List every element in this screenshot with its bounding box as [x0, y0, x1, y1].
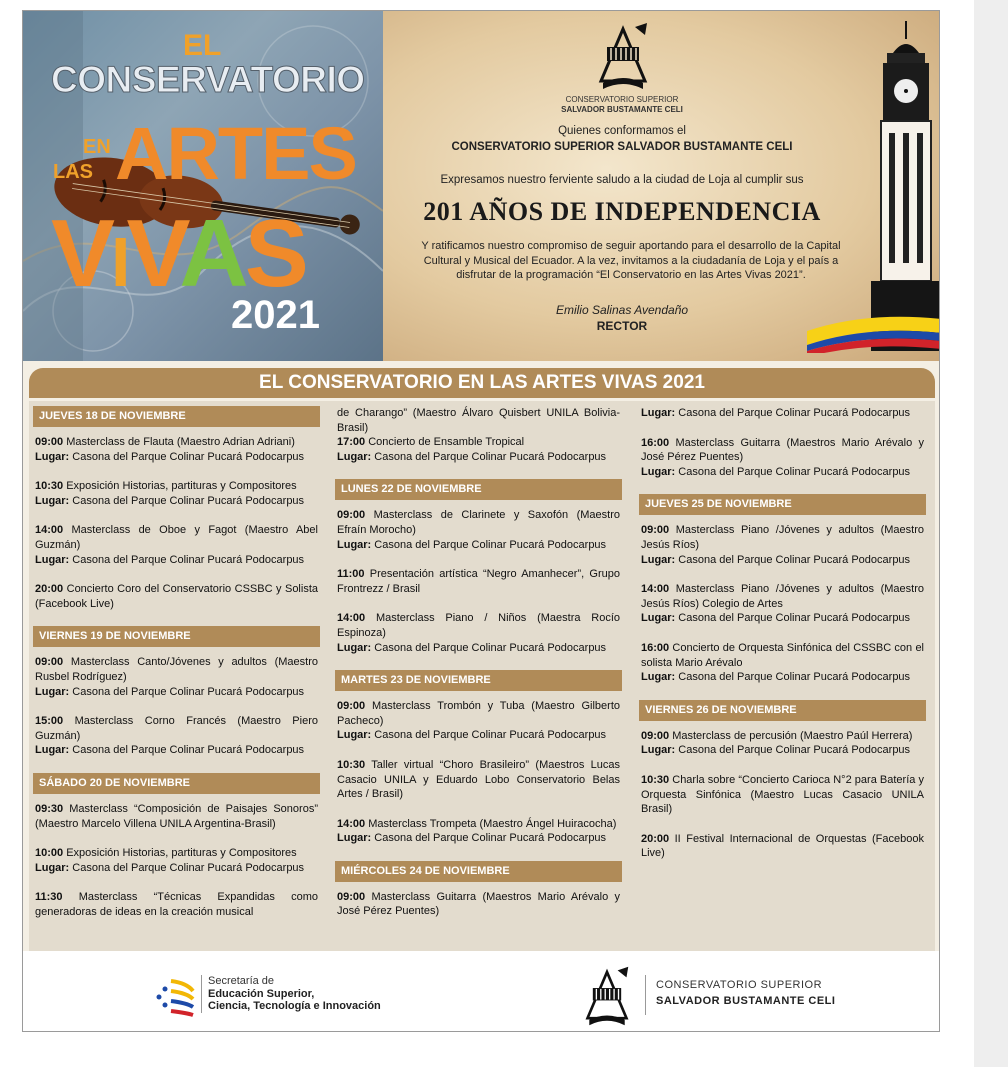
schedule-event [337, 817, 620, 846]
event-time: 14:00 [35, 524, 64, 537]
schedule-column-1 [35, 406, 318, 934]
day-header: LUNES 22 DE NOVIEMBRE [335, 479, 622, 500]
schedule-event [337, 611, 620, 655]
senescyt-line2: Educación Superior, [208, 987, 315, 1000]
event-place: Casona del Parque Colinar Pucará Podocarpus [374, 538, 607, 551]
schedule-event [641, 406, 924, 421]
schedule-event [337, 406, 620, 435]
schedule-event [641, 436, 924, 480]
schedule-event [641, 729, 924, 758]
event-place-label: Lugar: [641, 553, 676, 566]
event-time: 09:00 [337, 700, 366, 713]
event-place: Casona del Parque Colinar Pucará Podocarpus [72, 553, 305, 566]
message-body: Y ratificamos nuestro compromiso de seguir aportando para el desarrollo de la Capital Cultural y Musical del Ecuador. A la vez, invitamos a la ciudadanía de Loja y el país a disfrutar de la programación “El Conservatorio en las Artes Vivas 2021”. [421, 240, 841, 281]
event-place-label: Lugar: [641, 612, 676, 625]
event-place: Casona del Parque Colinar Pucará Podocarpus [678, 407, 911, 419]
schedule-event [337, 435, 620, 464]
event-title: Concierto de Orquesta Sinfónica del CSSBC con el solista Mario Arévalo [641, 641, 925, 669]
event-time: 20:00 [35, 583, 64, 596]
event-place-label: Lugar: [641, 671, 676, 684]
event-time: 11:00 [337, 568, 365, 581]
signature-name: Emilio Salinas Avendaño [555, 303, 689, 317]
schedule-event [35, 582, 318, 611]
event-place-label: Lugar: [35, 744, 70, 757]
event-time: 14:00 [641, 583, 670, 596]
day-header: VIERNES 19 DE NOVIEMBRE [33, 626, 320, 647]
schedule-event [641, 582, 924, 626]
event-title: Masterclass Corno Francés (Maestro Piero Guzmán) [35, 715, 318, 742]
event-place-label: Lugar: [641, 407, 676, 419]
title-conservatorio: CONSERVATORIO [51, 59, 365, 100]
event-place: Casona del Parque Colinar Pucará Podocarpus [374, 832, 607, 845]
title-en: EN [83, 136, 111, 158]
event-title: Presentación artística “Negro Amanhecer”, Grupo Frontrezz / Brasil [337, 568, 620, 595]
event-time: 10:30 [641, 773, 670, 786]
vivas-letter: I [111, 223, 127, 301]
schedule-event [337, 567, 620, 596]
right-margin-strip [974, 0, 1008, 1067]
event-place-label: Lugar: [35, 685, 70, 698]
title-artes: ARTES [115, 112, 356, 195]
event-title: de Charango” (Maestro Álvaro Quisbert UNILA Bolivia- Brasil) [337, 407, 620, 434]
event-time: 09:30 [35, 802, 64, 815]
event-title: Masterclass Piano /Jóvenes y adultos (Maestro Jesús Ríos) Colegio de Artes [641, 583, 924, 610]
title-el: EL [183, 29, 222, 62]
event-time: 14:00 [337, 817, 366, 830]
schedule-event [35, 846, 318, 875]
schedule-event [337, 508, 620, 552]
event-time: 11:30 [35, 891, 63, 904]
schedule-event [35, 479, 318, 508]
schedule-column-2 [337, 406, 620, 934]
day-header: VIERNES 26 DE NOVIEMBRE [639, 700, 926, 721]
schedule-event [337, 699, 620, 743]
vivas-letter: V [51, 200, 112, 307]
senescyt-logo-icon [153, 973, 197, 1021]
schedule-event [641, 641, 924, 685]
day-header: MARTES 23 DE NOVIEMBRE [335, 670, 622, 691]
senescyt-text [201, 975, 381, 1013]
event-title: Masterclass Piano /Jóvenes y adultos (Maestro Jesús Ríos) [641, 524, 924, 551]
title-las: LAS [53, 161, 93, 183]
event-place-label: Lugar: [337, 450, 372, 463]
title-year: 2021 [231, 293, 320, 337]
schedule-event [35, 714, 318, 758]
event-title: Taller virtual “Choro Brasileiro” (Maestros Lucas Casacio UNILA y Eduardo Lobo Conservatorio Belas Artes / Brasil) [337, 758, 621, 801]
event-time: 09:00 [641, 729, 670, 742]
event-time: 15:00 [35, 715, 64, 728]
event-place: Casona del Parque Colinar Pucará Podocarpus [72, 494, 305, 507]
schedule-body [29, 401, 935, 951]
event-title: Masterclass Canto/Jóvenes y adultos (Maestro Rusbel Rodríguez) [35, 656, 318, 683]
event-place: Casona del Parque Colinar Pucará Podocarpus [678, 671, 911, 684]
event-place-label: Lugar: [641, 744, 676, 757]
event-time: 09:00 [337, 890, 366, 903]
event-place-label: Lugar: [35, 553, 70, 566]
senescyt-line1: Secretaría de [208, 975, 275, 987]
event-title: Masterclass de Flauta (Maestro Adrian Adriani) [66, 436, 295, 448]
schedule-event [35, 802, 318, 831]
event-place: Casona del Parque Colinar Pucará Podocarpus [678, 744, 911, 757]
event-place: Casona del Parque Colinar Pucará Podocarpus [374, 729, 607, 742]
sponsor-footer [23, 951, 940, 1032]
event-title: Masterclass Piano / Niños (Maestra Rocío Espinoza) [337, 612, 620, 639]
schedule-event [641, 523, 924, 567]
event-title: Masterclass “Composición de Paisajes Sonoros” (Maestro Marcelo Villena UNILA Argentina-Brasil) [35, 802, 318, 830]
vivas-letter: S [244, 200, 305, 307]
event-place: Casona del Parque Colinar Pucará Podocarpus [678, 553, 911, 566]
event-title: Concierto Coro del Conservatorio CSSBC y Solista (Facebook Live) [35, 583, 318, 610]
schedule-banner: EL CONSERVATORIO EN LAS ARTES VIVAS 2021 [29, 368, 935, 398]
event-title: Masterclass de Oboe y Fagot (Maestro Abel Guzmán) [35, 524, 318, 551]
event-time: 10:30 [337, 758, 366, 771]
event-place-label: Lugar: [35, 861, 70, 874]
conservatorio-footer-line2: SALVADOR BUSTAMANTE CELI [656, 995, 836, 1007]
event-place: Casona del Parque Colinar Pucará Podocarpus [374, 450, 607, 463]
conservatorio-footer-logo-icon [579, 965, 635, 1027]
signature-title: RECTOR [596, 319, 648, 333]
event-place: Casona del Parque Colinar Pucará Podocarpus [72, 744, 305, 757]
event-time: 14:00 [337, 612, 366, 625]
schedule-event [35, 890, 318, 919]
logo-caption-line2: SALVADOR BUSTAMANTE CELI [561, 105, 683, 114]
event-place-label: Lugar: [337, 641, 372, 654]
event-title: Exposición Historias, partituras y Compositores [66, 847, 297, 860]
schedule-event [35, 435, 318, 464]
schedule-event [641, 773, 924, 817]
event-title: Masterclass Trompeta (Maestro Ángel Huiracocha) [368, 817, 617, 830]
event-place-label: Lugar: [337, 832, 372, 845]
conservatorio-footer-text [645, 975, 835, 1015]
event-place-label: Lugar: [337, 538, 372, 551]
event-time: 20:00 [641, 832, 670, 845]
salute-text: Expresamos nuestro ferviente saludo a la ciudad de Loja al cumplir sus [440, 174, 804, 186]
event-time: 17:00 [337, 436, 366, 449]
senescyt-line3: Ciencia, Tecnología e Innovación [208, 1000, 381, 1012]
hero-title-panel [23, 11, 383, 361]
poster [22, 10, 940, 1032]
day-header: JUEVES 18 DE NOVIEMBRE [33, 406, 320, 427]
event-time: 09:00 [35, 436, 64, 448]
event-title: Masterclass Trombón y Tuba (Maestro Gilberto Pacheco) [337, 700, 621, 727]
event-time: 09:00 [337, 509, 366, 522]
intro-text: Quienes conformamos el [558, 125, 686, 137]
day-header: JUEVES 25 DE NOVIEMBRE [639, 494, 926, 515]
schedule-event [641, 832, 924, 861]
event-title: II Festival Internacional de Orquestas (Facebook Live) [641, 832, 924, 860]
schedule-column-3 [641, 406, 924, 876]
event-place: Casona del Parque Colinar Pucará Podocarpus [678, 465, 911, 478]
schedule-event [35, 655, 318, 699]
day-header: SÁBADO 20 DE NOVIEMBRE [33, 773, 320, 794]
vivas-letter: V [126, 200, 180, 307]
conservatorio-footer-line1: CONSERVATORIO SUPERIOR [656, 979, 823, 991]
event-title: Exposición Historias, partituras y Compositores [66, 480, 297, 493]
schedule-event [337, 890, 620, 919]
event-place: Casona del Parque Colinar Pucará Podocarpus [72, 450, 305, 463]
schedule-event [337, 758, 620, 802]
event-time: 09:00 [35, 656, 64, 669]
logo-caption-line1: CONSERVATORIO SUPERIOR [565, 95, 679, 104]
event-place-label: Lugar: [35, 494, 70, 507]
event-time: 16:00 [641, 436, 670, 449]
event-title: Concierto de Ensamble Tropical [368, 436, 525, 449]
event-place: Casona del Parque Colinar Pucará Podocarpus [678, 612, 911, 625]
event-title: Masterclass de Clarinete y Saxofón (Maestro Efraín Morocho) [337, 509, 620, 536]
event-title: Masterclass “Técnicas Expandidas como generadoras de ideas en la creación musical [35, 891, 318, 918]
event-title: Masterclass de percusión (Maestro Paúl Herrera) [672, 729, 913, 742]
event-time: 09:00 [641, 524, 670, 537]
conservatorio-logo-icon [595, 21, 651, 91]
event-place: Casona del Parque Colinar Pucará Podocarpus [72, 685, 305, 698]
headline: 201 AÑOS DE INDEPENDENCIA [423, 197, 821, 226]
event-place-label: Lugar: [641, 465, 676, 478]
event-place-label: Lugar: [35, 450, 70, 463]
event-place: Casona del Parque Colinar Pucará Podocarpus [72, 861, 305, 874]
event-time: 10:00 [35, 847, 64, 860]
event-time: 10:30 [35, 480, 64, 493]
event-title: Masterclass Guitarra (Maestros Mario Arévalo y José Pérez Puentes) [337, 890, 620, 918]
event-place-label: Lugar: [337, 729, 372, 742]
institution-name: CONSERVATORIO SUPERIOR SALVADOR BUSTAMANTE CELI [451, 141, 793, 153]
schedule-event [35, 523, 318, 567]
vivas-letter: A [179, 200, 245, 307]
event-title: Masterclass Guitarra (Maestros Mario Arévalo y José Pérez Puentes) [641, 436, 924, 464]
event-place: Casona del Parque Colinar Pucará Podocarpus [374, 641, 607, 654]
day-header: MIÉRCOLES 24 DE NOVIEMBRE [335, 861, 622, 882]
event-time: 16:00 [641, 641, 670, 654]
ecuador-flag-ribbon [807, 301, 940, 353]
greeting-panel [383, 11, 940, 361]
event-title: Charla sobre “Concierto Carioca N°2 para Batería y Orquesta Sinfónica (Maestro Lucas Casacio UNILA Brasil) [641, 773, 924, 816]
